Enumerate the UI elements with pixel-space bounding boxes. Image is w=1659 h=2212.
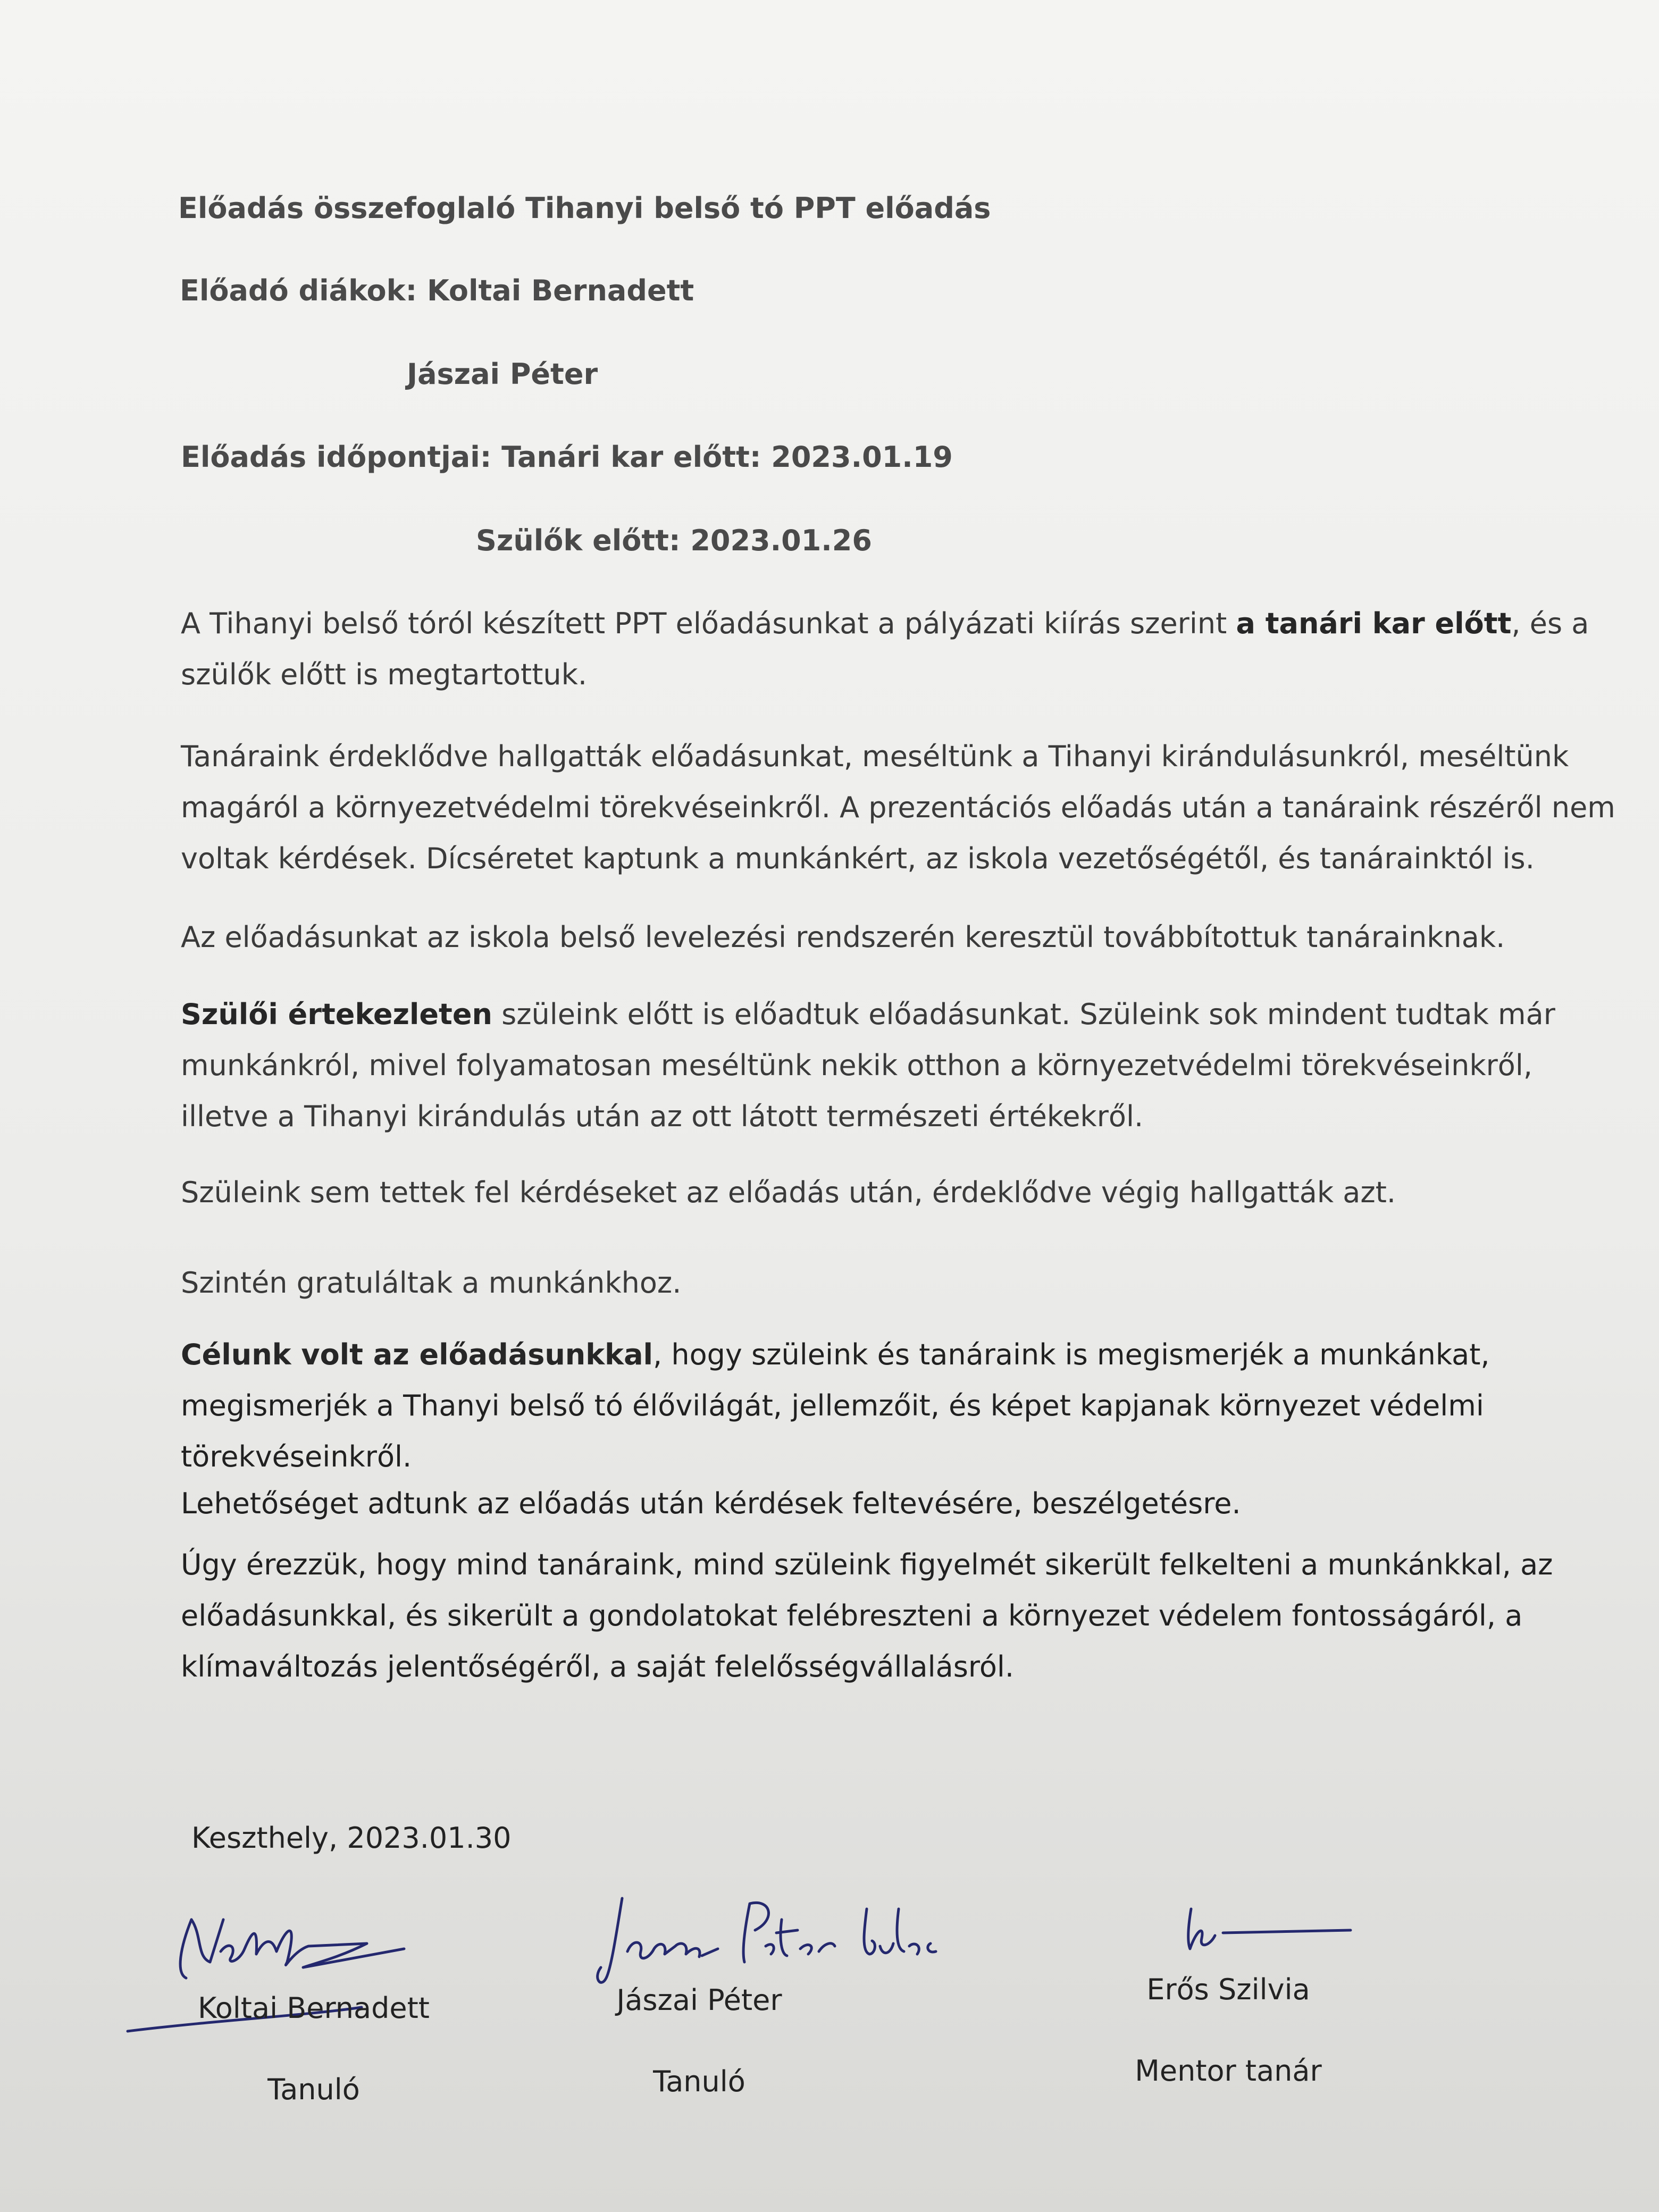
signer-role: Mentor tanár [1135, 2054, 1322, 2088]
paragraph-1: A Tihanyi belső tóról készített PPT előadásunkat a pályázati kiírás szerint a tanári kar előtt, és a szülők előtt is megtartottuk. [181, 607, 1589, 691]
signer-eros [1111, 1973, 1345, 2088]
paragraph-7: Célunk volt az előadásunkkal, hogy szüleink és tanáraink is megismerjék a munkánkat, megismerjék a Thanyi belső tó élővilágát, jellemzőit, és képet kapjanak környezet védelmi törekvéseinkről. [181, 1338, 1490, 1473]
signer-name: Erős Szilvia [1146, 1973, 1310, 2006]
dates-line: Előadás időpontjai: Tanári kar előtt: 2023.01.19 [181, 440, 953, 474]
place-and-date: Keszthely, 2023.01.30 [191, 1821, 512, 1855]
signer-name: Jászai Péter [616, 1983, 782, 2017]
signer-name: Koltai Bernadett [198, 1991, 430, 2025]
paragraph-6: Szintén gratuláltak a munkánkhoz. [181, 1266, 682, 1300]
document-title: Előadás összefoglaló Tihanyi belső tó PPT előadás [178, 191, 991, 225]
presenter-second: Jászai Péter [407, 357, 598, 391]
signer-role: Tanuló [653, 2065, 745, 2098]
signature-eros [1180, 1898, 1361, 1957]
paragraph-5: Szüleink sem tettek fel kérdéseket az előadás után, érdeklődve végig hallgatták azt. [181, 1176, 1396, 1209]
paragraph-8: Lehetőséget adtunk az előadás után kérdések feltevésére, beszélgetésre. [181, 1487, 1241, 1520]
signer-role: Tanuló [267, 2073, 360, 2106]
signer-jaszai [593, 1983, 806, 2098]
presenters-line: Előadó diákok: Koltai Bernadett [180, 274, 694, 307]
paragraph-3: Az előadásunkat az iskola belső levelezési rendszerén keresztül továbbítottuk tanárainknak. [181, 920, 1505, 954]
date-second: Szülők előtt: 2023.01.26 [476, 524, 872, 557]
paragraph-4: Szülői értekezleten szüleink előtt is előadtuk előadásunkat. Szüleink sok mindent tudtak már munkánkról, mivel folyamatosan meséltünk nekik otthon a környezetvédelmi törekvéseinkről, illetve a Tihanyi kirándulás után az ott látott természeti értékekről. [181, 998, 1555, 1133]
paragraph-9: Úgy érezzük, hogy mind tanáraink, mind szüleink figyelmét sikerült felkelteni a munkánkkal, az előadásunkkal, és sikerült a gondolatokat felébreszteni a környezet védelem fontosságáról, a klímaváltozás jelentőségéről, a saját felelősségvállalásról. [181, 1548, 1553, 1683]
signer-koltai [181, 1991, 447, 2106]
paragraph-2: Tanáraink érdeklődve hallgatták előadásunkat, meséltünk a Tihanyi kirándulásunkról, meséltünk magáról a környezetvédelmi törekvéseinkről. A prezentációs előadás után a tanáraink részéről nem voltak kérdések. Dícséretet kaptunk a munkánkért, az iskola vezetőségétől, és tanárainktól is. [181, 740, 1615, 875]
